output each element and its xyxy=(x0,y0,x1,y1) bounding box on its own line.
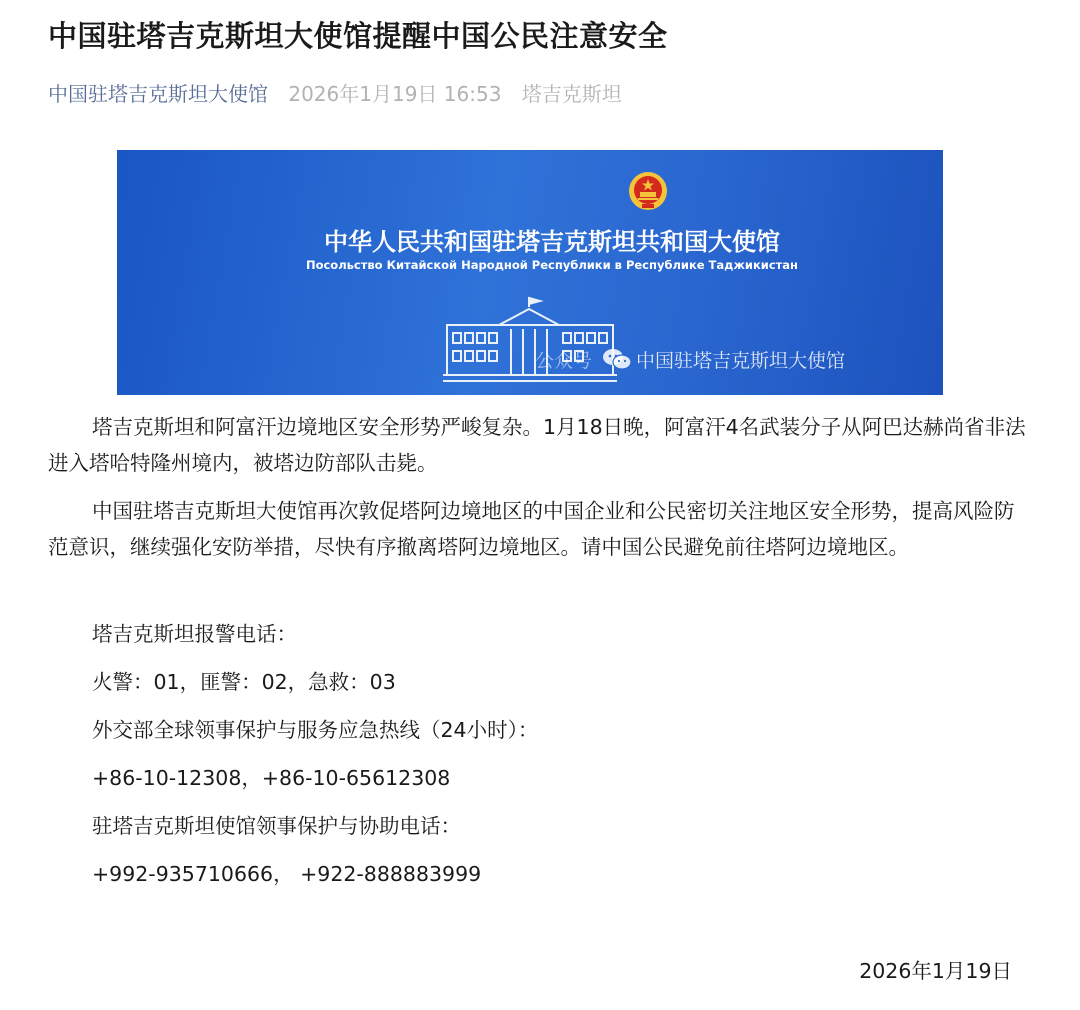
embassy-banner-image[interactable] xyxy=(117,150,943,395)
wechat-icon xyxy=(602,348,632,372)
article-meta xyxy=(48,78,622,107)
watermark-account-name: 中国驻塔吉克斯坦大使馆 xyxy=(636,350,846,372)
police-phone-heading: 塔吉克斯坦报警电话： xyxy=(92,622,297,646)
embassy-phone-numbers: +992-935710666， +922-888883999 xyxy=(92,862,482,886)
national-emblem-icon xyxy=(628,171,668,211)
account-name-link[interactable]: 中国驻塔吉克斯坦大使馆 xyxy=(48,82,268,106)
watermark-prefix: 公众号 xyxy=(535,350,593,372)
embassy-phone-heading: 驻塔吉克斯坦使馆领事保护与协助电话： xyxy=(92,814,461,838)
banner-title-chinese: 中华人民共和国驻塔吉克斯坦共和国大使馆 xyxy=(324,228,780,256)
signature-date: 2026年1月19日 xyxy=(859,959,1012,983)
hotline-numbers: +86-10-12308，+86-10-65612308 xyxy=(92,766,451,790)
article-title: 中国驻塔吉克斯坦大使馆提醒中国公民注意安全 xyxy=(48,19,668,53)
hotline-heading: 外交部全球领事保护与服务应急热线（24小时）： xyxy=(92,718,539,742)
paragraph-security-situation: 塔吉克斯坦和阿富汗边境地区安全形势严峻复杂。1月18日晚，阿富汗4名武装分子从阿巴达赫尚省非法进入塔哈特隆州境内，被塔边防部队击毙。 xyxy=(48,415,1026,475)
paragraph-evacuation-advice: 中国驻塔吉克斯坦大使馆再次敦促塔阿边境地区的中国企业和公民密切关注地区安全形势，提高风险防范意识，继续强化安防举措，尽快有序撤离塔阿边境地区。请中国公民避免前往塔阿边境地区。 xyxy=(48,499,1015,559)
image-watermark xyxy=(535,346,845,373)
police-phone-numbers: 火警：01，匪警：02，急救：03 xyxy=(92,670,396,694)
banner-title-russian: Посольство Китайской Народной Республики в Республике Таджикистан xyxy=(305,258,799,272)
publish-date: 2026年1月19日 16:53 xyxy=(288,82,502,106)
publish-location: 塔吉克斯坦 xyxy=(521,82,622,106)
